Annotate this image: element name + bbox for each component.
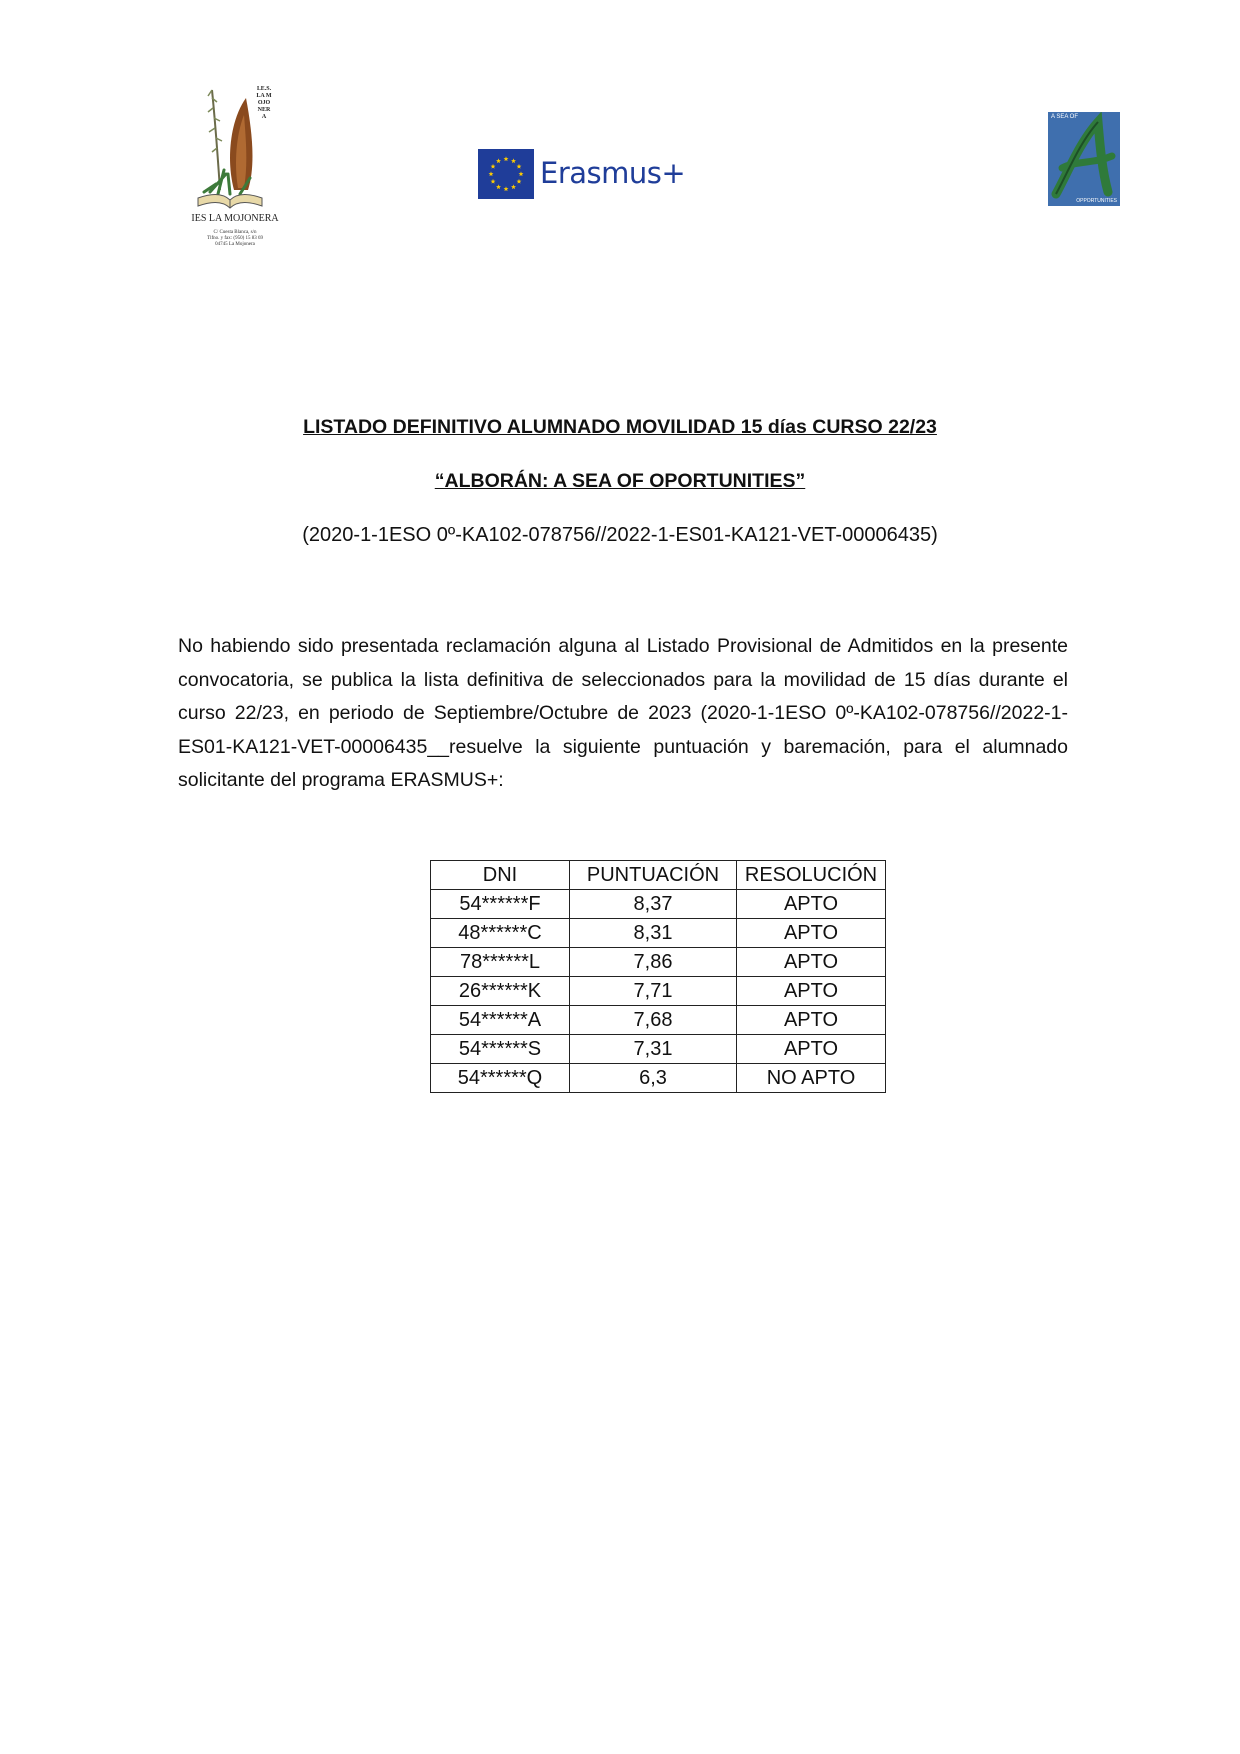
header-dni: DNI xyxy=(431,861,570,890)
eu-star-icon xyxy=(496,184,501,189)
cell-score: 7,31 xyxy=(570,1035,737,1064)
cell-dni: 26******K xyxy=(431,977,570,1006)
table-row xyxy=(431,1035,886,1064)
cell-result: APTO xyxy=(737,977,886,1006)
cell-score: 7,86 xyxy=(570,948,737,977)
eu-star-icon xyxy=(517,179,522,184)
school-vertical-label: I.E.S. LA MOJONERA xyxy=(256,86,272,120)
eu-star-icon xyxy=(489,171,494,176)
cell-score: 6,3 xyxy=(570,1064,737,1093)
header-puntuacion: PUNTUACIÓN xyxy=(570,861,737,890)
cell-dni: 54******A xyxy=(431,1006,570,1035)
eu-star-icon xyxy=(519,171,524,176)
cell-result: APTO xyxy=(737,890,886,919)
cell-result: NO APTO xyxy=(737,1064,886,1093)
table-row xyxy=(431,1006,886,1035)
eu-star-icon xyxy=(511,158,516,163)
cell-result: APTO xyxy=(737,1006,886,1035)
eu-star-icon xyxy=(504,186,509,191)
project-logo xyxy=(1048,112,1120,206)
eu-star-icon xyxy=(491,164,496,169)
cell-dni: 78******L xyxy=(431,948,570,977)
header-resolucion: RESOLUCIÓN xyxy=(737,861,886,890)
cell-score: 8,37 xyxy=(570,890,737,919)
cell-dni: 54******S xyxy=(431,1035,570,1064)
school-address: C/ Cuesta Blanca, s/n xyxy=(213,230,257,235)
eu-star-icon xyxy=(491,179,496,184)
cell-score: 7,71 xyxy=(570,977,737,1006)
school-name: IES LA MOJONERA xyxy=(191,213,279,224)
cell-score: 7,68 xyxy=(570,1006,737,1035)
eu-star-icon xyxy=(496,158,501,163)
school-phone: Tlfno. y fax: (950) 15 83 69 xyxy=(207,236,263,241)
cell-score: 8,31 xyxy=(570,919,737,948)
eu-star-icon xyxy=(511,184,516,189)
table-row xyxy=(431,977,886,1006)
eu-star-icon xyxy=(504,156,509,161)
school-logo xyxy=(180,80,290,250)
cell-dni: 54******F xyxy=(431,890,570,919)
cell-dni: 48******C xyxy=(431,919,570,948)
document-title: LISTADO DEFINITIVO ALUMNADO MOVILIDAD 15 días CURSO 22/23 xyxy=(303,416,937,438)
cell-dni: 54******Q xyxy=(431,1064,570,1093)
table-header-row xyxy=(431,861,886,890)
table-row xyxy=(431,1064,886,1093)
cell-result: APTO xyxy=(737,948,886,977)
project-logo-top-text: A SEA OF xyxy=(1051,114,1079,120)
school-postal: 04745 La Mojonera xyxy=(215,242,255,247)
erasmus-label: Erasmus+ xyxy=(540,156,686,190)
project-letter-a-icon xyxy=(1048,112,1120,206)
cell-result: APTO xyxy=(737,919,886,948)
table-row xyxy=(431,948,886,977)
table-row xyxy=(431,919,886,948)
document-project-code: (2020-1-1ESO 0º-KA102-078756//2022-1-ES01-KA121-VET-00006435) xyxy=(302,524,938,546)
results-table xyxy=(430,860,886,1093)
document-subtitle: “ALBORÁN: A SEA OF OPORTUNITIES” xyxy=(434,470,806,492)
cell-result: APTO xyxy=(737,1035,886,1064)
table-row xyxy=(431,890,886,919)
eu-flag-icon xyxy=(478,149,534,199)
erasmus-logo xyxy=(478,149,686,201)
eu-star-icon xyxy=(517,164,522,169)
project-logo-bottom-text: OPPORTUNITIES xyxy=(1076,198,1117,204)
document-body: No habiendo sido presentada reclamación alguna al Listado Provisional de Admitidos en la presente convocatoria, se publica la lista definitiva de seleccionados para la movilidad de 15 días durante el curso 22/23, en periodo de Septiembre/Octubre de 2023 (2020-1-1ESO 0º-KA102-078756//2022-1-ES01-KA121-VET-00006435__resuelve la siguiente puntuación y baremación, para el alumnado solicitante del programa ERASMUS+: xyxy=(178,635,1068,791)
